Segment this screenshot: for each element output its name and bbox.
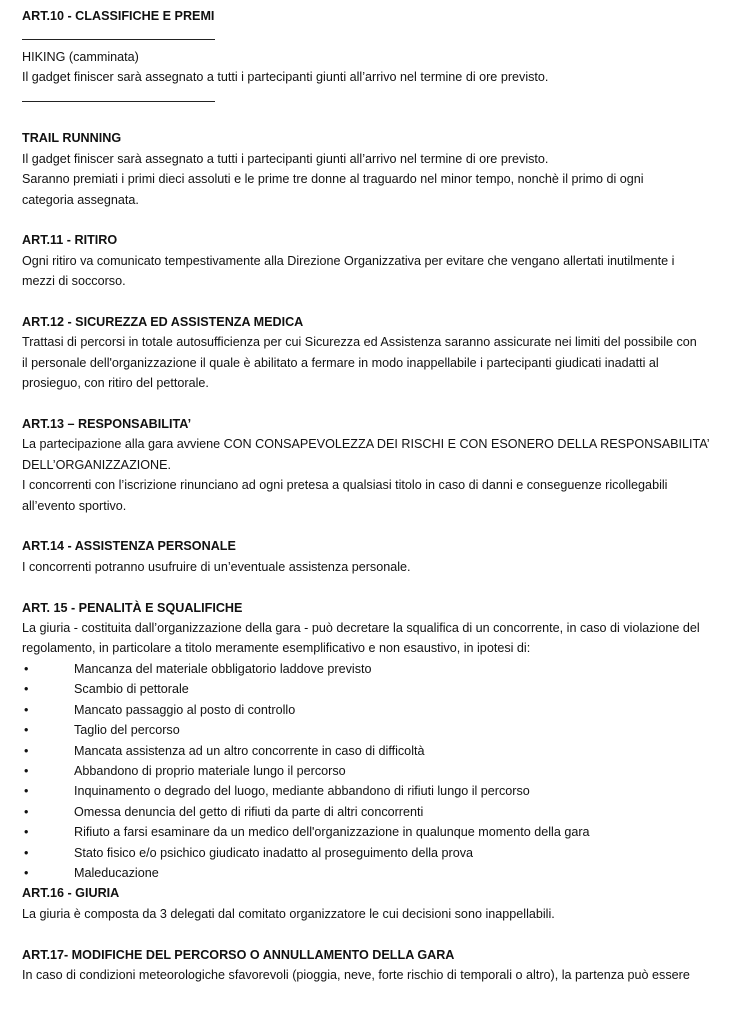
trail-heading: TRAIL RUNNING bbox=[22, 131, 122, 146]
art14-line: I concorrenti potranno usufruire di un’eventuale assistenza personale. bbox=[22, 559, 411, 574]
art15-line: La giuria - costituita dall’organizzazione della gara - può decretare la squalifica di un concorrente, in caso di violazione del bbox=[22, 621, 700, 636]
list-item bbox=[22, 843, 732, 863]
list-item-text: Inquinamento o degrado del luogo, mediante abbandono di rifiuti lungo il percorso bbox=[74, 784, 530, 799]
art16-heading: ART.16 - GIURIA bbox=[22, 886, 120, 901]
list-item-text: Scambio di pettorale bbox=[74, 682, 189, 697]
penalty-list bbox=[22, 659, 732, 883]
art16-line: La giuria è composta da 3 delegati dal comitato organizzatore le cui decisioni sono inappellabili. bbox=[22, 906, 555, 921]
bullet-icon: • bbox=[24, 723, 29, 738]
trail-line: Saranno premiati i primi dieci assoluti e le prime tre donne al traguardo nel minor tempo, nonchè il primo di ogni bbox=[22, 172, 644, 187]
art11-line: Ogni ritiro va comunicato tempestivamente alla Direzione Organizzativa per evitare che vengano allertati inutilmente i bbox=[22, 253, 675, 268]
art17-line: In caso di condizioni meteorologiche sfavorevoli (pioggia, neve, forte rischio di temporali o altro), la partenza può essere bbox=[22, 967, 690, 982]
art12-line: prosieguo, con ritiro del pettorale. bbox=[22, 376, 209, 391]
list-item bbox=[22, 761, 732, 781]
bullet-icon: • bbox=[24, 845, 29, 860]
bullet-icon: • bbox=[24, 702, 29, 717]
art13-line: DELL’ORGANIZZAZIONE. bbox=[22, 457, 172, 472]
bullet-icon: • bbox=[24, 825, 29, 840]
list-item bbox=[22, 822, 732, 842]
list-item bbox=[22, 700, 732, 720]
list-item-text: Abbandono di proprio materiale lungo il percorso bbox=[74, 763, 346, 778]
art11-heading: ART.11 - RITIRO bbox=[22, 233, 118, 248]
art17-heading: ART.17- MODIFICHE DEL PERCORSO O ANNULLAMENTO DELLA GARA bbox=[22, 947, 455, 962]
art10-heading: ART.10 - CLASSIFICHE E PREMI bbox=[22, 9, 215, 23]
art11-line: mezzi di soccorso. bbox=[22, 274, 126, 289]
list-item-text: Omessa denuncia del getto di rifiuti da parte di altri concorrenti bbox=[74, 804, 424, 819]
art12-heading: ART.12 - SICUREZZA ED ASSISTENZA MEDICA bbox=[22, 315, 304, 330]
list-item-text: Taglio del percorso bbox=[74, 723, 180, 738]
art13-line: La partecipazione alla gara avviene CON CONSAPEVOLEZZA DEI RISCHI E CON ESONERO DELLA RESPONSABILITA’ bbox=[22, 437, 710, 452]
list-item-text: Maleducazione bbox=[74, 865, 159, 880]
trail-line: Il gadget finiscer sarà assegnato a tutti i partecipanti giunti all’arrivo nel termine di ore previsto. bbox=[22, 151, 549, 166]
list-item-text: Rifiuto a farsi esaminare da un medico dell'organizzazione in qualunque momento della gara bbox=[74, 825, 590, 840]
list-item bbox=[22, 720, 732, 740]
bullet-icon: • bbox=[24, 661, 29, 676]
art13-line: all’evento sportivo. bbox=[22, 498, 127, 513]
trail-line: categoria assegnata. bbox=[22, 192, 139, 207]
art12-line: Trattasi di percorsi in totale autosufficienza per cui Sicurezza ed Assistenza saranno assicurate nei limiti del possibile con bbox=[22, 335, 697, 350]
art15-heading: ART. 15 - PENALITÀ E SQUALIFICHE bbox=[22, 600, 243, 615]
bullet-icon: • bbox=[24, 743, 29, 758]
list-item bbox=[22, 659, 732, 679]
list-item bbox=[22, 741, 732, 761]
list-item-text: Mancato passaggio al posto di controllo bbox=[74, 702, 296, 717]
art13-heading: ART.13 – RESPONSABILITA’ bbox=[22, 417, 192, 432]
bullet-icon: • bbox=[24, 682, 29, 697]
list-item bbox=[22, 802, 732, 822]
bullet-icon: • bbox=[24, 784, 29, 799]
bullet-icon: • bbox=[24, 865, 29, 880]
bullet-icon: • bbox=[24, 763, 29, 778]
art15-line: regolamento, in particolare a titolo meramente esemplificativo e non esaustivo, in ipotesi di: bbox=[22, 641, 531, 656]
list-item-text: Mancata assistenza ad un altro concorrente in caso di difficoltà bbox=[74, 743, 425, 758]
hiking-text: Il gadget finiscer sarà assegnato a tutti i partecipanti giunti all’arrivo nel termine di ore previsto. bbox=[22, 70, 549, 85]
bullet-icon: • bbox=[24, 804, 29, 819]
divider-line bbox=[22, 88, 732, 108]
art12-line: il personale dell'organizzazione il quale è abilitato a fermare in modo inappellabile i partecipanti giudicati inadatti al bbox=[22, 355, 659, 370]
list-item bbox=[22, 781, 732, 801]
art13-line: I concorrenti con l’iscrizione rinunciano ad ogni pretesa a qualsiasi titolo in caso di danni e conseguenze ricollegabili bbox=[22, 478, 668, 493]
divider-line bbox=[22, 26, 732, 46]
art14-heading: ART.14 - ASSISTENZA PERSONALE bbox=[22, 539, 236, 554]
list-item bbox=[22, 679, 732, 699]
list-item-text: Stato fisico e/o psichico giudicato inadatto al proseguimento della prova bbox=[74, 845, 474, 860]
hiking-label: HIKING (camminata) bbox=[22, 49, 139, 64]
list-item bbox=[22, 863, 732, 883]
list-item-text: Mancanza del materiale obbligatorio laddove previsto bbox=[74, 661, 372, 676]
